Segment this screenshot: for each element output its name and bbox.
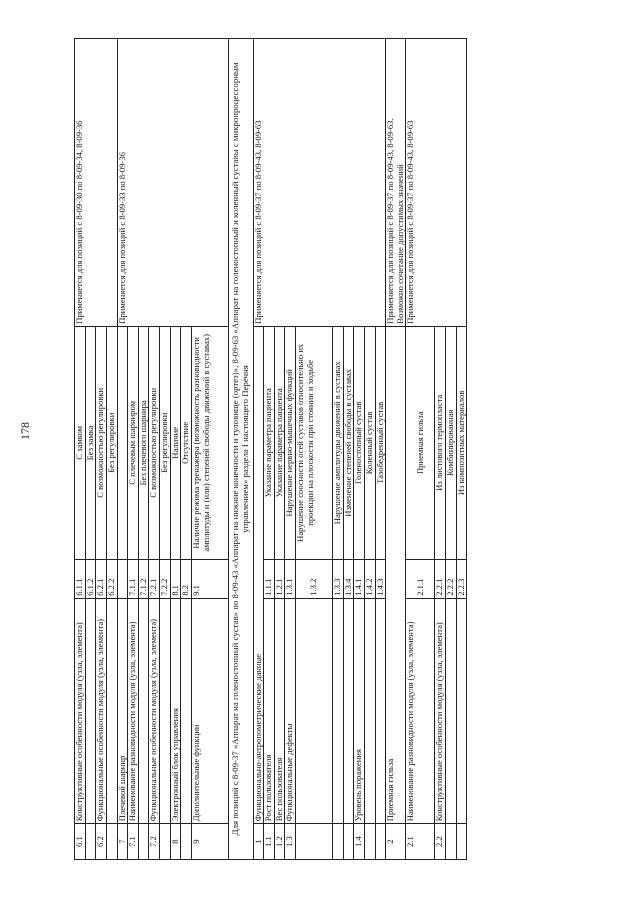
row-number: 1 — [253, 824, 264, 860]
row-number: 9 — [191, 824, 228, 860]
row-name — [138, 598, 149, 823]
row-number: 1.2 — [274, 824, 285, 860]
row-value: Указание параметра пациента — [264, 326, 275, 559]
row-code: 7.1.2 — [138, 559, 149, 598]
row-value: Без замка — [85, 326, 96, 559]
row-code: 1.3.4 — [343, 559, 354, 598]
page-number: 178 — [18, 422, 32, 440]
row-number: 2 — [386, 824, 406, 860]
row-note: Применяется для позиций с 8-09-33 по 8-09-36 — [117, 39, 228, 327]
row-number: 8 — [170, 824, 181, 860]
row-name: Плечевой шарнир — [117, 598, 128, 823]
row-code: 1.3.1 — [285, 559, 296, 598]
row-value: Без плечевого шарнира — [138, 326, 149, 559]
row-note — [386, 39, 406, 327]
row-value: С возможностью регулировки — [96, 326, 107, 559]
row-code: 6.2.2 — [106, 559, 117, 598]
section-heading-row — [228, 39, 253, 860]
row-value: С плечевым шарниром — [128, 326, 139, 559]
row-value: Коленный сустав — [364, 326, 375, 559]
row-value: Наличие режима тренажера (возможность разновидности амплитуды и (или) степеней свободы движений в суставах) — [191, 326, 228, 559]
row-code — [117, 559, 128, 598]
row-code: 1.4.1 — [354, 559, 365, 598]
row-name: Электронный блок управления — [170, 598, 181, 823]
row-name: Функциональные особенности модуля (узла, элемента) — [96, 598, 107, 823]
row-number: 7.2 — [149, 824, 160, 860]
note-text: Применяется для позиций с 8-09-37 по 8-09-43, 8-09-63. — [385, 118, 396, 324]
row-value: Голеностопный сустав — [354, 326, 365, 559]
row-name — [333, 598, 344, 823]
row-code: 2.2.1 — [435, 559, 446, 598]
row-name: Приемная гильза — [386, 326, 406, 824]
row-code: 8.1 — [170, 559, 181, 598]
row-number: 1.4 — [354, 824, 365, 860]
row-code: 1.4.2 — [364, 559, 375, 598]
row-value: Изменение степеней свободы в суставах — [343, 326, 354, 559]
row-name — [296, 598, 333, 823]
row-name — [181, 598, 192, 823]
table-row — [386, 39, 406, 860]
row-number — [106, 824, 117, 860]
row-name — [85, 598, 96, 823]
row-number — [456, 824, 467, 860]
row-note — [253, 39, 386, 327]
row-number — [333, 824, 344, 860]
specification-table — [74, 38, 467, 860]
row-code: 7.2.1 — [149, 559, 160, 598]
row-number: 7.1 — [128, 824, 139, 860]
row-number: 1.1 — [264, 824, 275, 860]
row-name — [446, 598, 457, 823]
row-code: 6.1.1 — [75, 559, 86, 598]
row-name — [160, 598, 171, 823]
row-name: Вес пользователя — [274, 598, 285, 823]
row-value: Комбинированная — [446, 326, 457, 559]
row-value: Без регулировки — [160, 326, 171, 559]
row-value: Указание параметра пациента — [274, 326, 285, 559]
row-code: 2.2.2 — [446, 559, 457, 598]
row-note: Применяется для позиций с 8-09-30 по 8-09-34, 8-09-36 — [75, 39, 118, 327]
row-number — [160, 824, 171, 860]
table-row — [117, 39, 128, 860]
row-number — [446, 824, 457, 860]
row-name — [343, 598, 354, 823]
row-note: Применяется для позиций с 8-09-37 по 8-09-43, 8-09-63 — [406, 39, 467, 327]
row-name: Наименование разновидности модуля (узла, элемента) — [128, 598, 139, 823]
row-name: Рост пользователя — [264, 598, 275, 823]
row-code: 1.3.3 — [333, 559, 344, 598]
row-name: Уровень поражения — [354, 598, 365, 823]
row-value: Нарушение амплитуды движений в суставах — [333, 326, 344, 559]
row-code: 8.2 — [181, 559, 192, 598]
section-heading: Для позиций с 8-09-37 «Аппарат на голеностопный сустав» по 8-09-43 «Аппарат на нижние конечности и туловище (ортез)», 8-09-63 «Аппарат на голеностопный и коленный суставы с микропроцессорным управлением» раздела I настоящего Перечня — [228, 39, 253, 860]
note-text: Применяется для позиций с 8-09-37 по 8-09-43, 8-09-63 — [252, 120, 263, 324]
row-number: 1.3 — [285, 824, 296, 860]
row-code: 7.1.1 — [128, 559, 139, 598]
row-name: Наименование разновидности модуля (узла, элемента) — [406, 598, 435, 823]
row-code: 7.2.2 — [160, 559, 171, 598]
row-code: 9.1 — [191, 559, 228, 598]
row-name — [106, 598, 117, 823]
row-number: 6.2 — [96, 824, 107, 860]
row-value: Из композитных материалов — [456, 326, 467, 559]
note-text: Возможно сочетание допустимых значений — [394, 164, 405, 324]
row-code: 6.2.1 — [96, 559, 107, 598]
row-number — [181, 824, 192, 860]
row-value: Нарушение соосности осей суставов относительно их проекции на плоскости при стоянии и ходьбе — [296, 326, 333, 559]
rotated-table-container — [74, 38, 580, 860]
row-code: 2.2.3 — [456, 559, 467, 598]
row-value: Приемная гильза — [406, 326, 435, 559]
row-value: С возможностью регулировки — [149, 326, 160, 559]
row-name: Функциональные дефекты — [285, 598, 296, 823]
row-name: Функционально-антропометрические данные — [253, 326, 264, 824]
row-number: 2.2 — [435, 824, 446, 860]
row-code: 2.1.1 — [406, 559, 435, 598]
row-value: Без регулировки — [106, 326, 117, 559]
row-name: Дополнительные функции — [191, 598, 228, 823]
row-code: 1.2.1 — [274, 559, 285, 598]
row-name: Функциональные особенности модуля (узла, элемента) — [149, 598, 160, 823]
row-value: Нарушение нервно-мышечных функций — [285, 326, 296, 559]
row-name — [456, 598, 467, 823]
row-number — [343, 824, 354, 860]
table-row — [75, 39, 86, 860]
row-number — [364, 824, 375, 860]
row-code: 6.1.2 — [85, 559, 96, 598]
row-value — [117, 326, 128, 559]
row-number: 6.1 — [75, 824, 86, 860]
row-number — [85, 824, 96, 860]
row-code: 1.3.2 — [296, 559, 333, 598]
row-value: Наличие — [170, 326, 181, 559]
row-number: 7 — [117, 824, 128, 860]
row-number: 2.1 — [406, 824, 435, 860]
row-code: 1.1.1 — [264, 559, 275, 598]
table-row — [253, 39, 264, 860]
row-value: Из листового термопласта — [435, 326, 446, 559]
row-number — [375, 824, 386, 860]
row-value: Тазобедренный сустав — [375, 326, 386, 559]
row-name: Конструктивные особенности модуля (узла, элемента) — [435, 598, 446, 823]
row-name: Конструктивные особенности модуля (узла, элемента) — [75, 598, 86, 823]
row-number — [296, 824, 333, 860]
table-row — [406, 39, 435, 860]
row-value: Отсутствие — [181, 326, 192, 559]
row-code: 1.4.3 — [375, 559, 386, 598]
row-value: С замком — [75, 326, 86, 559]
row-name — [375, 598, 386, 823]
row-name — [364, 598, 375, 823]
row-number — [138, 824, 149, 860]
